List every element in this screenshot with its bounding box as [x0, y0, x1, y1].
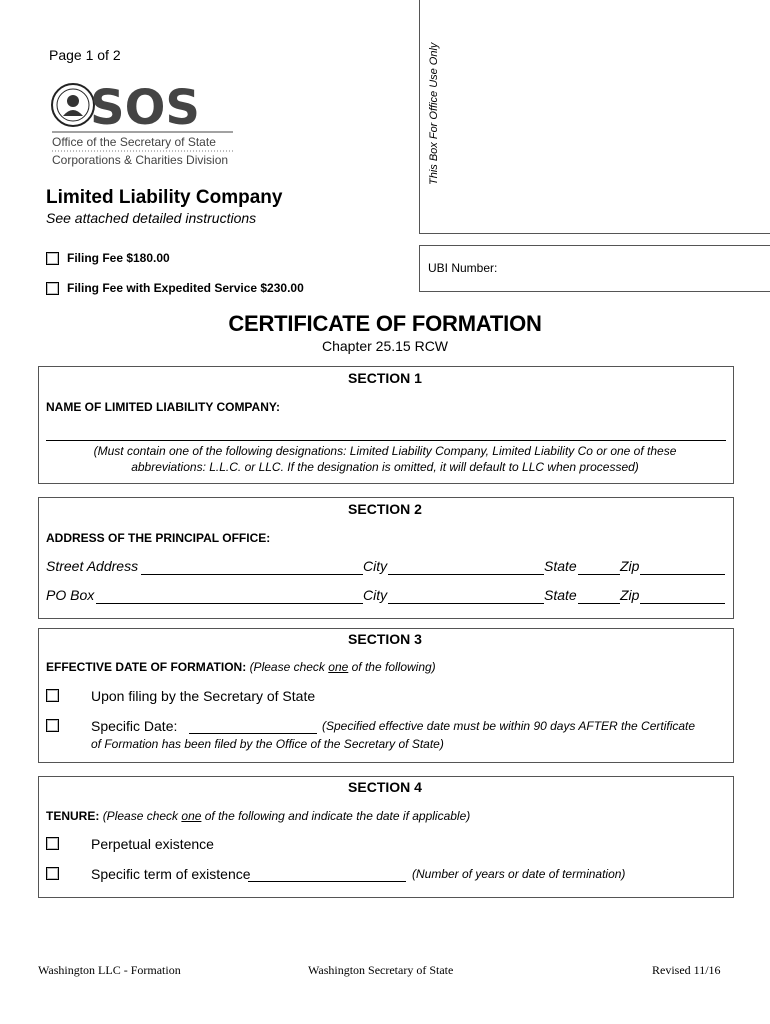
effective-date-label-row — [46, 660, 436, 674]
document-title: Limited Liability Company — [46, 187, 283, 208]
street-zip-input[interactable] — [640, 558, 725, 575]
form-title: CERTIFICATE OF FORMATION — [228, 311, 542, 336]
footer-right: Revised 11/16 — [652, 963, 721, 977]
section-1-heading: SECTION 1 — [348, 370, 422, 386]
specific-date-label: Specific Date: — [91, 718, 178, 734]
street-address-input[interactable] — [141, 558, 363, 575]
logo-org-line2: Corporations & Charities Division — [52, 153, 229, 167]
tenure-hint-one: one — [181, 809, 202, 823]
specific-term-checkbox[interactable] — [46, 867, 59, 880]
specific-term-label: Specific term of existence — [91, 866, 251, 882]
section-2-heading: SECTION 2 — [348, 501, 422, 517]
upon-filing-checkbox[interactable] — [46, 689, 59, 702]
specific-date-note-1: (Specified effective date must be within 90 days AFTER the Certificate — [322, 719, 696, 733]
page-number: Page 1 of 2 — [49, 47, 121, 63]
ubi-number-label: UBI Number: — [428, 261, 498, 275]
po-box-input[interactable] — [96, 587, 363, 604]
logo-letters: SOS — [90, 82, 200, 136]
street-zip-label: Zip — [620, 558, 640, 574]
specific-date-checkbox[interactable] — [46, 719, 59, 732]
tenure-label: TENURE: — [46, 809, 100, 823]
filing-fee-checkbox[interactable] — [46, 252, 59, 265]
po-state-input[interactable] — [578, 587, 620, 604]
effective-date-label: EFFECTIVE DATE OF FORMATION: — [46, 660, 247, 674]
tenure-hint-pre: (Please check — [102, 809, 182, 823]
street-state-label: State — [544, 558, 577, 574]
effective-date-hint-one: one — [328, 660, 349, 674]
po-city-label: City — [363, 587, 388, 603]
specific-term-input[interactable] — [248, 866, 406, 882]
llc-name-note-1: (Must contain one of the following designations: Limited Liability Company, Limited Liability Co or one of these — [93, 444, 677, 458]
llc-name-input[interactable] — [46, 423, 726, 441]
upon-filing-label: Upon filing by the Secretary of State — [91, 688, 316, 704]
section-3-heading: SECTION 3 — [348, 631, 422, 647]
street-state-input[interactable] — [578, 558, 620, 575]
document-subtitle: See attached detailed instructions — [46, 210, 257, 226]
effective-date-hint-pre: (Please check — [249, 660, 329, 674]
effective-date-hint-post: of the following) — [348, 660, 436, 674]
expedited-fee-label: Filing Fee with Expedited Service $230.00 — [67, 281, 304, 295]
perpetual-label: Perpetual existence — [91, 836, 214, 852]
specific-term-note: (Number of years or date of termination) — [412, 867, 626, 881]
filing-fee-label: Filing Fee $180.00 — [67, 251, 170, 265]
tenure-hint-post: of the following and indicate the date if applicable) — [201, 809, 471, 823]
section-4-heading: SECTION 4 — [348, 779, 422, 795]
expedited-fee-checkbox[interactable] — [46, 282, 59, 295]
tenure-label-row — [46, 809, 470, 823]
footer-left: Washington LLC - Formation — [38, 963, 181, 977]
street-city-input[interactable] — [388, 558, 544, 575]
form-chapter: Chapter 25.15 RCW — [321, 338, 449, 354]
po-city-input[interactable] — [388, 587, 544, 604]
llc-name-note-2: abbreviations: L.L.C. or LLC. If the designation is omitted, it will default to LLC when processed) — [131, 460, 639, 474]
street-city-label: City — [363, 558, 388, 574]
office-use-box — [419, 0, 770, 234]
office-use-label: This Box For Office Use Only — [428, 42, 440, 185]
specific-date-note-2: of Formation has been filed by the Office of the Secretary of State) — [91, 737, 444, 751]
specific-date-input[interactable] — [189, 718, 317, 734]
sos-logo — [50, 82, 240, 174]
po-state-label: State — [544, 587, 577, 603]
street-address-label: Street Address — [46, 558, 139, 574]
logo-org-line1: Office of the Secretary of State — [52, 135, 216, 149]
principal-office-label: ADDRESS OF THE PRINCIPAL OFFICE: — [46, 531, 271, 545]
po-zip-label: Zip — [620, 587, 640, 603]
po-zip-input[interactable] — [640, 587, 725, 604]
footer-center: Washington Secretary of State — [308, 963, 454, 977]
perpetual-checkbox[interactable] — [46, 837, 59, 850]
po-box-label: PO Box — [46, 587, 95, 603]
llc-name-label: NAME OF LIMITED LIABILITY COMPANY: — [46, 400, 280, 414]
